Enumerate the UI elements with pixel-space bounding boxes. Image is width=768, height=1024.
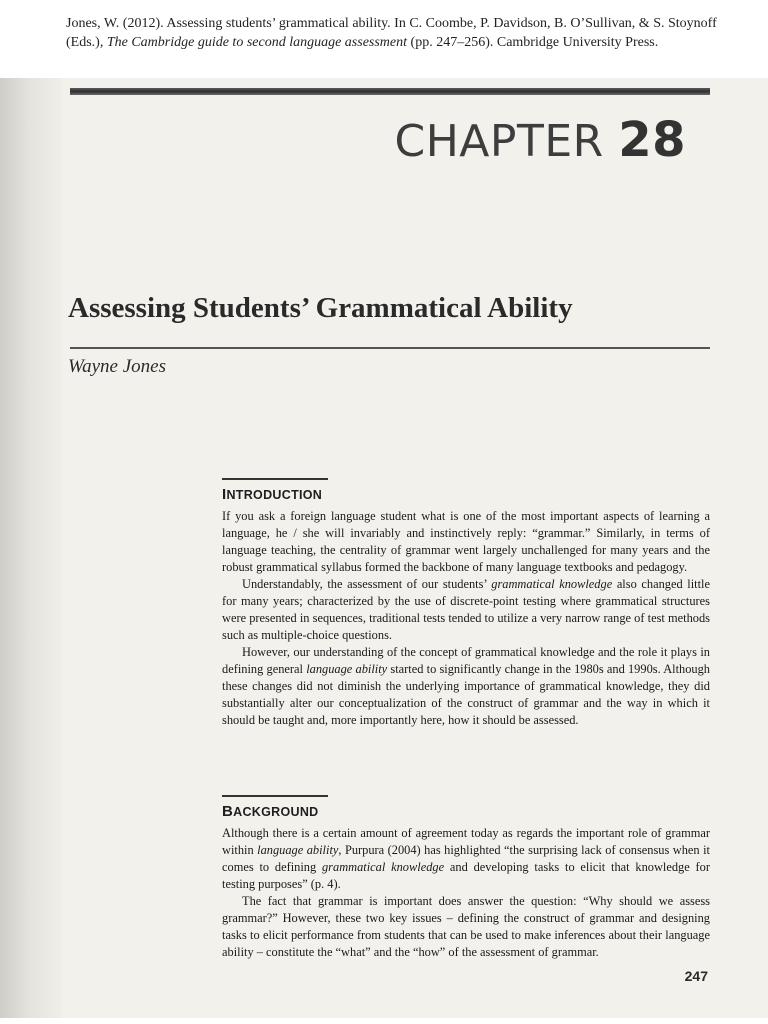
title-rule	[70, 347, 710, 349]
introduction-section	[222, 478, 710, 729]
chapter-word: CHAPTER	[394, 116, 604, 167]
author-name: Wayne Jones	[68, 356, 166, 377]
background-paragraph-2: The fact that grammar is important does answer the question: “Why should we assess grammar?” However, these two key issues – defining the construct of grammar and designing tasks to elicit performance from students that can be used to make inferences about their language ability – constitute the “what” and the “how” of the assessment of grammar.	[222, 894, 710, 959]
background-heading: BACKGROUND	[222, 803, 319, 820]
introduction-rule	[222, 478, 328, 480]
introduction-paragraph-3: However, our understanding of the concept of grammatical knowledge and the role it plays in defining general language ability started to significantly change in the 1980s and 1990s. Although these changes did not diminish the underlying importance of grammatical knowledge, they did substantially alter our conceptualization of the construct of grammar and the way in which it should be taught and, more importantly here, how it should be assessed.	[222, 645, 711, 727]
citation-authors: Jones, W. (2012). Assessing students’ grammatical ability. In C. Coombe, P. Davidson, B. O’Sullivan, & S. Stoynoff (Eds.),	[66, 16, 717, 50]
citation-pages-publisher: (pp. 247–256). Cambridge University Press.	[410, 35, 659, 50]
chapter-number: 28	[618, 112, 686, 168]
page-binding-shadow	[0, 78, 62, 1024]
bottom-margin	[0, 1018, 768, 1024]
citation	[66, 14, 746, 52]
background-section	[222, 795, 710, 961]
introduction-paragraph-2: Understandably, the assessment of our students’ grammatical knowledge also changed little for many years; characterized by the use of discrete-point testing where grammatical structures were presented in sequences, traditional tests tended to utilize a very narrow range of test methods such as multiple-choice questions.	[222, 577, 710, 642]
chapter-title: Assessing Students’ Grammatical Ability	[68, 292, 573, 324]
chapter-top-rule	[70, 88, 710, 95]
background-paragraph-1: Although there is a certain amount of agreement today as regards the important role of grammar within language ability, Purpura (2004) has highlighted “the surprising lack of consensus when it comes to defining grammatical knowledge and developing tasks to elicit that knowledge for testing purposes” (p. 4).	[222, 826, 710, 891]
chapter-label	[395, 112, 687, 168]
introduction-paragraph-1: If you ask a foreign language student what is one of the most important aspects of learning a language, he / she will invariably and instinctively reply: “grammar.” Similarly, in terms of language teaching, the centrality of grammar went largely unchallenged for many years and the robust grammatical syllabus formed the backbone of many language textbooks and pedagogy.	[222, 509, 710, 574]
page-number: 247	[684, 968, 708, 984]
introduction-heading: INTRODUCTION	[222, 486, 323, 503]
citation-book-title: The Cambridge guide to second language assessment	[106, 35, 408, 50]
background-rule	[222, 795, 328, 797]
